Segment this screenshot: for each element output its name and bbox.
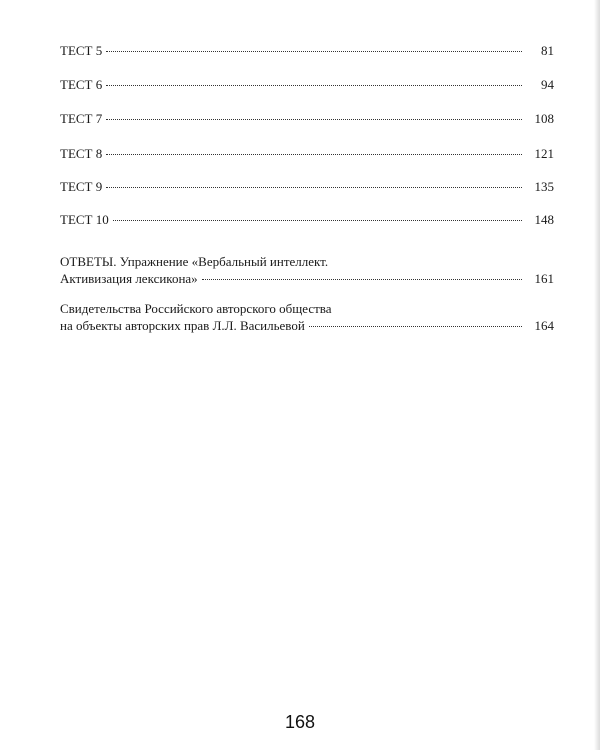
toc-leader-dots xyxy=(113,220,522,221)
toc-entry-page: 81 xyxy=(541,43,554,58)
toc-entry-title: ТЕСТ 9 xyxy=(60,179,103,194)
toc-entry-title: ТЕСТ 6 xyxy=(60,77,103,92)
page-edge-shadow xyxy=(594,0,600,750)
toc-entry-page: 161 xyxy=(534,271,554,286)
toc-leader-dots xyxy=(106,85,522,86)
toc-leader-dots xyxy=(106,51,522,52)
toc-entry-title-line-1: Свидетельства Российского авторского общества xyxy=(60,301,332,316)
toc-entry-test-7 xyxy=(60,110,554,127)
toc-leader-dots xyxy=(202,279,522,280)
toc-entry-title-line-1: ОТВЕТЫ. Упражнение «Вербальный интеллект. xyxy=(60,254,329,269)
page-number: 168 xyxy=(284,712,316,732)
toc-entry-title-line-2: Активизация лексикона» xyxy=(60,271,198,286)
toc-entry-page: 135 xyxy=(534,179,554,194)
toc-entry-test-10 xyxy=(60,211,554,228)
toc-entry-page: 94 xyxy=(541,77,554,92)
toc-entry-certificates xyxy=(60,300,554,334)
toc-entry-page: 148 xyxy=(534,212,554,227)
toc-leader-dots xyxy=(309,326,522,327)
toc-entry-title: ТЕСТ 7 xyxy=(60,111,103,126)
toc-entry-answers xyxy=(60,253,554,287)
toc-entry-test-5 xyxy=(60,42,554,59)
toc-entry-page: 108 xyxy=(534,111,554,126)
toc-leader-dots xyxy=(106,154,522,155)
toc-entry-title: ТЕСТ 10 xyxy=(60,212,109,227)
toc-entry-title-line-2: на объекты авторских прав Л.Л. Васильевой xyxy=(60,318,305,333)
toc-entry-test-6 xyxy=(60,76,554,93)
toc-leader-dots xyxy=(106,187,522,188)
toc-entry-test-9 xyxy=(60,178,554,195)
toc-entry-page: 164 xyxy=(534,318,554,333)
toc-entry-page: 121 xyxy=(534,146,554,161)
toc-entry-title: ТЕСТ 8 xyxy=(60,146,103,161)
toc-entry-title: ТЕСТ 5 xyxy=(60,43,103,58)
toc-entry-test-8 xyxy=(60,145,554,162)
toc-leader-dots xyxy=(106,119,522,120)
